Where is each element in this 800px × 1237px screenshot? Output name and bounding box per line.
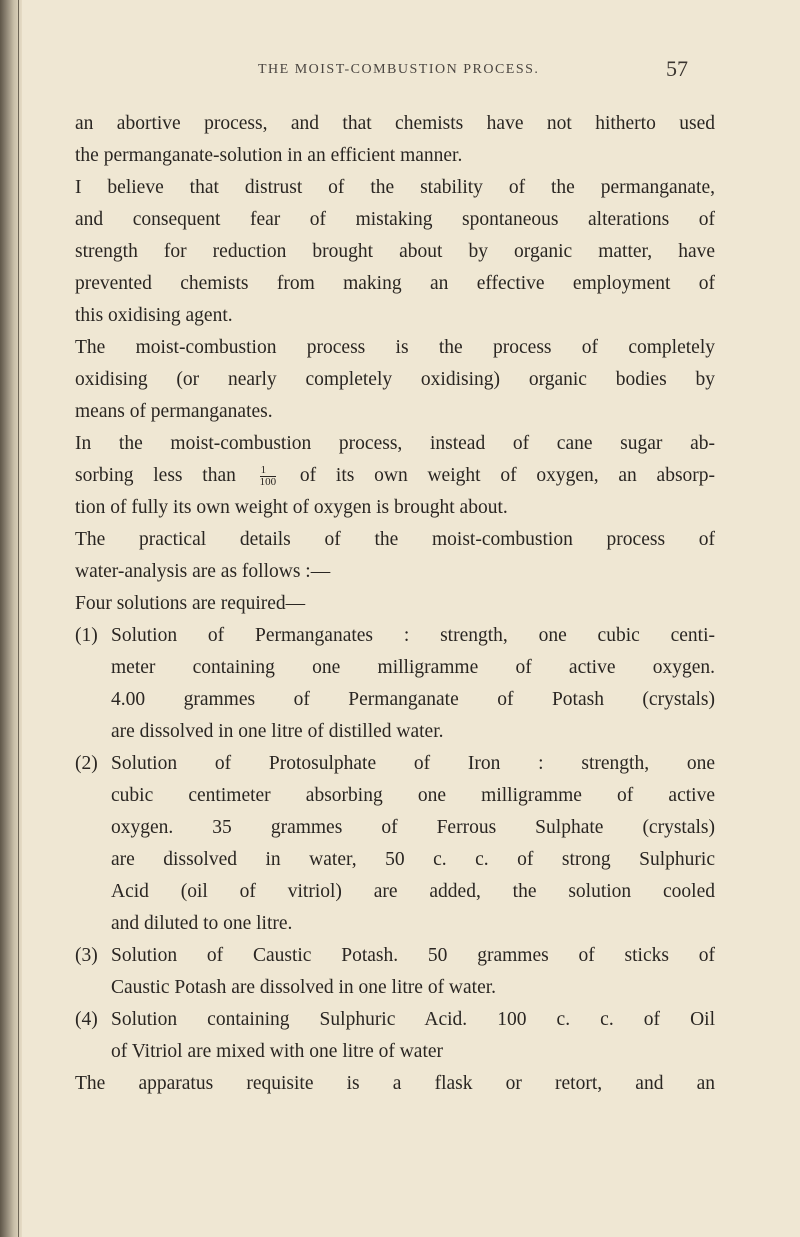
text-line: oxygen. 35 grammes of Ferrous Sulphate (crystals) xyxy=(111,817,715,838)
text-fragment: Solution containing Sulphuric Acid. 100 c. c. of Oil xyxy=(111,1009,715,1030)
list-item-1 xyxy=(75,620,715,652)
running-head: THE MOIST-COMBUSTION PROCESS. xyxy=(258,62,540,77)
list-number: (2) xyxy=(75,753,98,774)
text-line: prevented chemists from making an effective employment of xyxy=(75,273,715,294)
list-number: (3) xyxy=(75,945,98,966)
list-number: (1) xyxy=(75,625,98,646)
text-line: and consequent fear of mistaking spontaneous alterations of xyxy=(75,209,715,230)
text-line: Four solutions are required— xyxy=(75,593,306,614)
text-fragment: sorbing less than xyxy=(75,465,236,486)
text-line: The practical details of the moist-combustion process of xyxy=(75,529,715,550)
text-line: of Vitriol are mixed with one litre of water xyxy=(111,1041,444,1062)
text-line: strength for reduction brought about by organic matter, have xyxy=(75,241,715,262)
list-item-4 xyxy=(75,1004,715,1036)
page-number: 57 xyxy=(666,56,688,81)
fraction xyxy=(260,465,277,488)
text-fragment: Solution of Protosulphate of Iron : strength, one xyxy=(111,753,715,774)
list-item-3 xyxy=(75,940,715,972)
text-line-with-fraction xyxy=(75,460,715,492)
text-line: this oxidising agent. xyxy=(75,305,233,326)
text-line: I believe that distrust of the stability of the permanganate, xyxy=(75,177,715,198)
text-line: water-analysis are as follows :— xyxy=(75,561,331,582)
text-line: In the moist-combustion process, instead of cane sugar ab- xyxy=(75,433,715,454)
text-line: Caustic Potash are dissolved in one litre of water. xyxy=(111,977,497,998)
text-line: meter containing one milligramme of active oxygen. xyxy=(111,657,715,678)
text-line: and diluted to one litre. xyxy=(111,913,293,934)
text-line: means of permanganates. xyxy=(75,401,273,422)
text-line: tion of fully its own weight of oxygen is brought about. xyxy=(75,497,508,518)
text-line: Acid (oil of vitriol) are added, the solution cooled xyxy=(111,881,715,902)
text-line: The apparatus requisite is a flask or retort, and an xyxy=(75,1073,715,1094)
text-line: the permanganate-solution in an efficient manner. xyxy=(75,145,463,166)
text-line: 4.00 grammes of Permanganate of Potash (crystals) xyxy=(111,689,715,710)
text-line: an abortive process, and that chemists have not hitherto used xyxy=(75,113,715,134)
text-line: The moist-combustion process is the process of completely xyxy=(75,337,715,358)
list-item-2 xyxy=(75,748,715,780)
text-line: are dissolved in water, 50 c. c. of strong Sulphuric xyxy=(111,849,715,870)
fraction-denominator: 100 xyxy=(259,476,277,489)
binding-line xyxy=(18,0,19,1237)
body-text xyxy=(75,108,715,1100)
text-line: are dissolved in one litre of distilled water. xyxy=(111,721,444,742)
page-header xyxy=(258,56,688,92)
text-fragment: Solution of Permanganates : strength, one cubic centi- xyxy=(111,625,715,646)
text-fragment: of its own weight of oxygen, an absorp- xyxy=(299,465,716,486)
text-line: cubic centimeter absorbing one milligramme of active xyxy=(111,785,715,806)
list-number: (4) xyxy=(75,1009,98,1030)
text-fragment: Solution of Caustic Potash. 50 grammes of sticks of xyxy=(111,945,715,966)
text-line: oxidising (or nearly completely oxidising) organic bodies by xyxy=(75,369,715,390)
fraction-numerator: 1 xyxy=(260,465,277,477)
